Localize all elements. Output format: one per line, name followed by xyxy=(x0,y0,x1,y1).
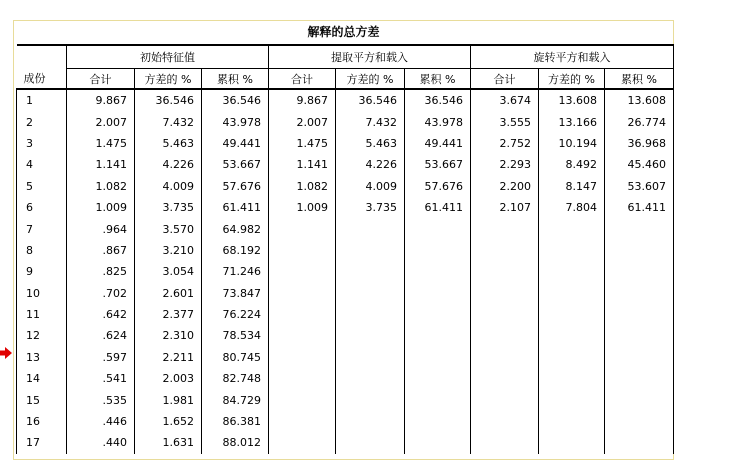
table-cell: 26.774 xyxy=(605,111,674,132)
table-cell: 8.147 xyxy=(539,176,605,197)
table-cell xyxy=(336,218,405,239)
table-cell xyxy=(405,432,471,453)
table-cell: 53.667 xyxy=(202,154,269,175)
table-cell xyxy=(539,261,605,282)
table-cell: 8.492 xyxy=(539,154,605,175)
table-cell xyxy=(605,283,674,304)
table-cell xyxy=(471,411,539,432)
table-cell: 5.463 xyxy=(336,133,405,154)
table-cell: 82.748 xyxy=(202,368,269,389)
table-cell: 2.310 xyxy=(135,325,202,346)
table-cell xyxy=(405,283,471,304)
table-cell xyxy=(269,261,336,282)
table-cell xyxy=(605,347,674,368)
table-cell: 13.608 xyxy=(605,89,674,111)
component-number: 14 xyxy=(17,368,67,389)
table-cell xyxy=(269,411,336,432)
table-cell: 1.475 xyxy=(269,133,336,154)
table-cell: .541 xyxy=(67,368,135,389)
table-cell xyxy=(471,432,539,453)
table-row xyxy=(17,283,674,304)
table-cell: .702 xyxy=(67,283,135,304)
table-cell: 86.381 xyxy=(202,411,269,432)
table-cell xyxy=(605,411,674,432)
table-cell: 5.463 xyxy=(135,133,202,154)
table-cell: .535 xyxy=(67,389,135,410)
table-cell xyxy=(471,389,539,410)
table-cell xyxy=(405,368,471,389)
table-cell: .597 xyxy=(67,347,135,368)
table-cell: 57.676 xyxy=(405,176,471,197)
table-cell xyxy=(471,240,539,261)
table-cell xyxy=(405,411,471,432)
table-cell: 7.804 xyxy=(539,197,605,218)
component-header: 成份 xyxy=(17,45,67,89)
table-cell xyxy=(471,261,539,282)
table-cell: 4.226 xyxy=(135,154,202,175)
table-cell: 73.847 xyxy=(202,283,269,304)
table-cell: 3.674 xyxy=(471,89,539,111)
subheader-total: 合计 xyxy=(471,69,539,90)
table-cell xyxy=(539,368,605,389)
table-cell xyxy=(605,240,674,261)
table-row xyxy=(17,325,674,346)
component-number: 12 xyxy=(17,325,67,346)
group-header-initial: 初始特征值 xyxy=(67,45,269,69)
table-cell: 76.224 xyxy=(202,304,269,325)
table-row xyxy=(17,389,674,410)
table-cell: 61.411 xyxy=(202,197,269,218)
table-cell xyxy=(539,304,605,325)
subheader-total: 合计 xyxy=(67,69,135,90)
table-cell: 78.534 xyxy=(202,325,269,346)
component-number: 7 xyxy=(17,218,67,239)
table-row xyxy=(17,218,674,239)
component-number: 9 xyxy=(17,261,67,282)
table-cell xyxy=(269,347,336,368)
table-cell: 49.441 xyxy=(202,133,269,154)
table-cell: 53.607 xyxy=(605,176,674,197)
table-row xyxy=(17,240,674,261)
table-cell: 49.441 xyxy=(405,133,471,154)
component-number: 5 xyxy=(17,176,67,197)
table-cell: 71.246 xyxy=(202,261,269,282)
table-cell xyxy=(471,304,539,325)
table-cell xyxy=(269,218,336,239)
table-row xyxy=(17,304,674,325)
table-cell xyxy=(471,368,539,389)
table-cell xyxy=(539,347,605,368)
table-cell xyxy=(471,283,539,304)
table-row xyxy=(17,89,674,111)
table-cell: 13.608 xyxy=(539,89,605,111)
table-cell xyxy=(605,368,674,389)
table-cell: 88.012 xyxy=(202,432,269,453)
table-cell xyxy=(336,283,405,304)
subheader-variance-pct: 方差的 % xyxy=(135,69,202,90)
table-cell: 1.009 xyxy=(67,197,135,218)
table-cell: 36.546 xyxy=(135,89,202,111)
table-cell: .440 xyxy=(67,432,135,453)
component-number: 10 xyxy=(17,283,67,304)
table-cell: 2.007 xyxy=(269,111,336,132)
subheader-total: 合计 xyxy=(269,69,336,90)
table-row xyxy=(17,368,674,389)
table-cell: 3.054 xyxy=(135,261,202,282)
table-cell: .964 xyxy=(67,218,135,239)
table-row xyxy=(17,197,674,218)
table-cell xyxy=(405,218,471,239)
table-cell: 45.460 xyxy=(605,154,674,175)
component-number: 15 xyxy=(17,389,67,410)
table-cell: 36.968 xyxy=(605,133,674,154)
table-cell xyxy=(336,240,405,261)
table-cell xyxy=(405,389,471,410)
subheader-cumulative-pct: 累积 % xyxy=(202,69,269,90)
table-cell: .446 xyxy=(67,411,135,432)
table-cell xyxy=(336,261,405,282)
table-row xyxy=(17,432,674,453)
subheader-variance-pct: 方差的 % xyxy=(539,69,605,90)
table-cell: 9.867 xyxy=(269,89,336,111)
table-cell xyxy=(269,325,336,346)
table-cell: 1.631 xyxy=(135,432,202,453)
table-cell xyxy=(605,261,674,282)
table-row xyxy=(17,347,674,368)
subheader-variance-pct: 方差的 % xyxy=(336,69,405,90)
table-cell: 1.082 xyxy=(269,176,336,197)
table-cell: 1.009 xyxy=(269,197,336,218)
table-cell: 4.226 xyxy=(336,154,405,175)
table-cell: .624 xyxy=(67,325,135,346)
component-number: 2 xyxy=(17,111,67,132)
table-cell xyxy=(269,432,336,453)
table-cell: 2.200 xyxy=(471,176,539,197)
table-cell: 7.432 xyxy=(336,111,405,132)
group-header-rotation: 旋转平方和载入 xyxy=(471,45,674,69)
table-cell: .642 xyxy=(67,304,135,325)
table-cell xyxy=(471,218,539,239)
table-cell: 3.735 xyxy=(135,197,202,218)
component-number: 11 xyxy=(17,304,67,325)
table-cell: 3.570 xyxy=(135,218,202,239)
table-cell xyxy=(405,240,471,261)
table-cell xyxy=(605,432,674,453)
table-cell: 57.676 xyxy=(202,176,269,197)
table-cell xyxy=(605,304,674,325)
component-number: 3 xyxy=(17,133,67,154)
group-header-extraction: 提取平方和载入 xyxy=(269,45,471,69)
table-cell xyxy=(539,389,605,410)
table-cell: 1.652 xyxy=(135,411,202,432)
table-row xyxy=(17,154,674,175)
table-cell xyxy=(269,283,336,304)
table-cell xyxy=(405,261,471,282)
table-cell: 2.211 xyxy=(135,347,202,368)
table-cell: 1.981 xyxy=(135,389,202,410)
red-arrow-icon xyxy=(0,347,12,359)
table-cell xyxy=(539,218,605,239)
table-cell: 43.978 xyxy=(405,111,471,132)
table-cell: 1.475 xyxy=(67,133,135,154)
table-cell xyxy=(605,389,674,410)
table-cell: 7.432 xyxy=(135,111,202,132)
table-cell: 64.982 xyxy=(202,218,269,239)
table-cell xyxy=(539,432,605,453)
component-number: 6 xyxy=(17,197,67,218)
table-row xyxy=(17,111,674,132)
table-row xyxy=(17,176,674,197)
table-cell xyxy=(471,347,539,368)
table-cell xyxy=(336,304,405,325)
table-cell xyxy=(336,432,405,453)
table-cell xyxy=(605,218,674,239)
component-number: 4 xyxy=(17,154,67,175)
table-row xyxy=(17,411,674,432)
component-number: 17 xyxy=(17,432,67,453)
table-cell: 1.082 xyxy=(67,176,135,197)
table-cell xyxy=(539,240,605,261)
table-cell: 80.745 xyxy=(202,347,269,368)
table-cell xyxy=(269,368,336,389)
table-cell xyxy=(336,389,405,410)
table-cell: 4.009 xyxy=(135,176,202,197)
table-cell xyxy=(471,325,539,346)
table-cell: 61.411 xyxy=(405,197,471,218)
component-number: 13 xyxy=(17,347,67,368)
table-cell xyxy=(336,325,405,346)
table-cell: 43.978 xyxy=(202,111,269,132)
table-cell: 2.377 xyxy=(135,304,202,325)
table-cell: .825 xyxy=(67,261,135,282)
subheader-cumulative-pct: 累积 % xyxy=(605,69,674,90)
component-number: 1 xyxy=(17,89,67,111)
table-title: 解释的总方差 xyxy=(307,25,380,39)
variance-table xyxy=(16,44,674,454)
table-cell: 53.667 xyxy=(405,154,471,175)
table-cell xyxy=(336,368,405,389)
table-cell xyxy=(405,347,471,368)
table-row xyxy=(17,133,674,154)
table-cell: 84.729 xyxy=(202,389,269,410)
table-cell: 4.009 xyxy=(336,176,405,197)
table-cell: 2.601 xyxy=(135,283,202,304)
table-cell: 13.166 xyxy=(539,111,605,132)
component-number: 8 xyxy=(17,240,67,261)
table-cell: .867 xyxy=(67,240,135,261)
table-cell xyxy=(539,411,605,432)
table-cell xyxy=(336,347,405,368)
table-cell: 2.003 xyxy=(135,368,202,389)
table-cell xyxy=(539,283,605,304)
table-cell: 3.555 xyxy=(471,111,539,132)
table-cell: 1.141 xyxy=(67,154,135,175)
table-cell xyxy=(269,240,336,261)
component-number: 16 xyxy=(17,411,67,432)
subheader-cumulative-pct: 累积 % xyxy=(405,69,471,90)
table-cell: 36.546 xyxy=(202,89,269,111)
table-cell: 2.752 xyxy=(471,133,539,154)
table-cell xyxy=(405,304,471,325)
table-cell xyxy=(336,411,405,432)
table-cell: 3.210 xyxy=(135,240,202,261)
table-cell: 3.735 xyxy=(336,197,405,218)
table-cell: 2.007 xyxy=(67,111,135,132)
table-cell: 10.194 xyxy=(539,133,605,154)
table-cell: 1.141 xyxy=(269,154,336,175)
table-cell: 61.411 xyxy=(605,197,674,218)
table-cell: 2.293 xyxy=(471,154,539,175)
table-cell: 36.546 xyxy=(405,89,471,111)
table-body xyxy=(17,89,674,454)
table-cell xyxy=(269,304,336,325)
table-cell: 9.867 xyxy=(67,89,135,111)
table-cell xyxy=(269,389,336,410)
table-cell: 2.107 xyxy=(471,197,539,218)
table-cell: 36.546 xyxy=(336,89,405,111)
table-cell xyxy=(405,325,471,346)
table-cell xyxy=(539,325,605,346)
table-row xyxy=(17,261,674,282)
table-cell xyxy=(605,325,674,346)
table-cell: 68.192 xyxy=(202,240,269,261)
